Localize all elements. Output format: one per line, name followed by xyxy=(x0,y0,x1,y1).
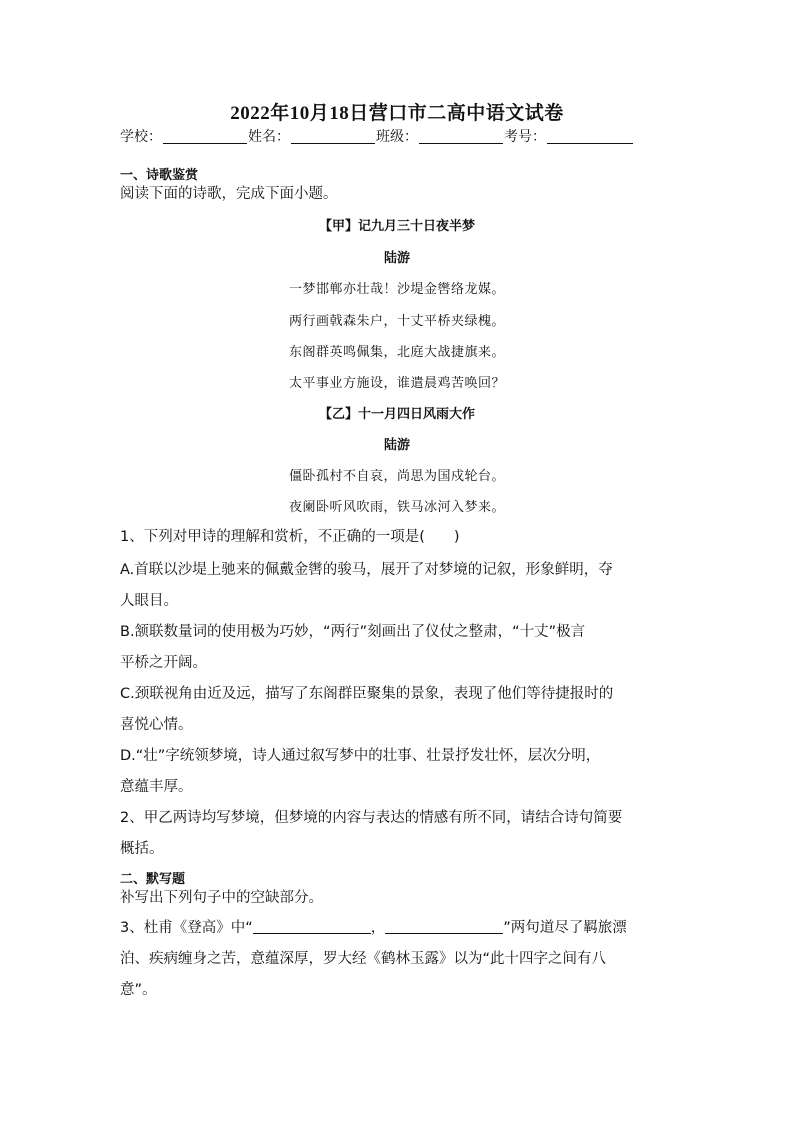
question-2-cont: 概括。 xyxy=(120,841,164,857)
student-info-row xyxy=(120,126,680,146)
school-blank[interactable] xyxy=(163,129,247,144)
number-label: 考号： xyxy=(504,129,546,145)
poem-b-title: 【乙】十一月四日风雨大作 xyxy=(318,407,475,422)
poem-a-line: 一梦邯郸亦壮哉！沙堤金辔络龙媒。 xyxy=(288,282,505,297)
poem-a-line: 两行画戟森朱户，十丈平桥夹绿槐。 xyxy=(288,314,505,329)
name-label: 姓名： xyxy=(248,129,290,145)
poem-b-line: 夜阑卧听风吹雨，铁马冰河入梦来。 xyxy=(288,500,505,515)
question-3-cont: 泊、疾病缠身之苦，意蕴深厚，罗大经《鹤林玉露》以为“此十四字之间有八 xyxy=(120,951,607,967)
question-3-suffix: ”两句道尽了羁旅漂 xyxy=(503,920,627,936)
poem-b-line: 僵卧孤村不自哀，尚思为国戍轮台。 xyxy=(288,469,505,484)
option-b[interactable]: B.颔联数量词的使用极为巧妙，“两行”刻画出了仪仗之整肃，“十丈”极言 xyxy=(120,624,586,640)
question-3-cont: 意”。 xyxy=(120,982,157,998)
section2-heading: 二、默写题 xyxy=(120,872,186,887)
school-label: 学校： xyxy=(120,129,162,145)
question-1-stem: 1、下列对甲诗的理解和赏析，不正确的一项是( ) xyxy=(120,529,460,545)
option-a[interactable]: A.首联以沙堤上驰来的佩戴金辔的骏马，展开了对梦境的记叙，形象鲜明，夺 xyxy=(120,562,613,578)
answer-blank-1[interactable] xyxy=(253,919,371,934)
poem-a-line: 东阁群英鸣佩集，北庭大战捷旗来。 xyxy=(288,345,505,360)
section2-instruction: 补写出下列句子中的空缺部分。 xyxy=(120,890,323,906)
question-3 xyxy=(120,916,676,937)
class-blank[interactable] xyxy=(419,129,503,144)
question-3-sep: ， xyxy=(370,920,386,936)
answer-blank-2[interactable] xyxy=(385,919,503,934)
page-title: 2022年10月18日营口市二高中语文试卷 xyxy=(230,103,564,124)
number-blank[interactable] xyxy=(547,129,633,144)
poem-a-title: 【甲】记九月三十日夜半梦 xyxy=(318,219,475,234)
poem-b-author: 陆游 xyxy=(383,438,410,453)
name-blank[interactable] xyxy=(291,129,375,144)
option-d-cont: 意蕴丰厚。 xyxy=(120,779,193,795)
section1-instruction: 阅读下面的诗歌，完成下面小题。 xyxy=(120,186,338,202)
option-a-cont: 人眼目。 xyxy=(120,593,178,609)
option-d[interactable]: D.“壮”字统领梦境，诗人通过叙写梦中的壮事、壮景抒发壮怀，层次分明， xyxy=(120,748,601,764)
poem-a-line: 太平事业方施设，谁遣晨鸡苦唤回？ xyxy=(288,376,505,391)
poem-a-author: 陆游 xyxy=(383,251,410,266)
question-2: 2、甲乙两诗均写梦境，但梦境的内容与表达的情感有所不同，请结合诗句简要 xyxy=(120,810,623,826)
section1-heading: 一、诗歌鉴赏 xyxy=(120,168,199,183)
option-c[interactable]: C.颈联视角由近及远，描写了东阁群臣聚集的景象，表现了他们等待捷报时的 xyxy=(120,686,614,702)
question-3-prefix: 3、杜甫《登高》中“ xyxy=(120,920,253,936)
class-label: 班级： xyxy=(376,129,418,145)
option-c-cont: 喜悦心情。 xyxy=(120,717,193,733)
option-b-cont: 平桥之开阔。 xyxy=(120,655,207,671)
